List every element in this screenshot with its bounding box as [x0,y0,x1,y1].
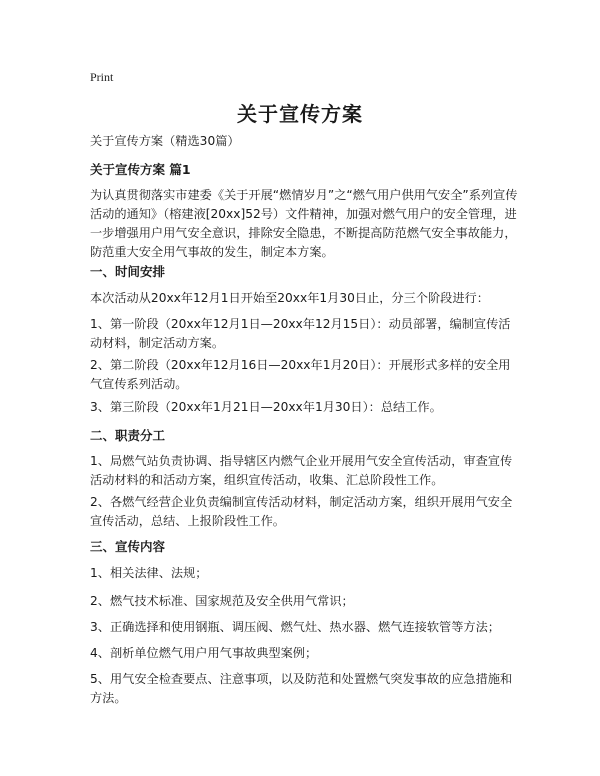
content-item-4: 4、剖析单位燃气用户用气事故典型案例； [90,646,318,660]
content-item-3: 3、正确选择和使用钢瓶、调压阀、燃气灶、热水器、燃气连接软管等方法； [90,620,500,634]
duty-item-2: 2、各燃气经营企业负责编制宣传活动材料，制定活动方案，组织开展用气安全宣传活动，总结、上报阶段性工作。 [90,495,513,528]
content-item-5: 5、用气安全检查要点、注意事项，以及防范和处置燃气突发事故的应急措施和方法。 [90,672,513,705]
section-heading-content: 三、宣传内容 [90,539,166,554]
time-overview: 本次活动从20xx年12月1日开始至20xx年1月30日止，分三个阶段进行： [90,291,489,305]
content-item-2: 2、燃气技术标准、国家规范及安全供用气常识； [90,594,354,608]
section-heading-time: 一、时间安排 [90,264,166,279]
duty-item-1: 1、局燃气站负责协调、指导辖区内燃气企业开展用气安全宣传活动，审查宣传活动材料的和活动方案，组织宣传活动，收集、汇总阶段性工作。 [90,454,513,487]
piece-heading: 关于宣传方案 篇1 [90,162,191,177]
document-subtitle: 关于宣传方案（精选30篇） [90,134,240,148]
page-title: 关于宣传方案 [237,102,363,126]
time-stage-2: 2、第二阶段（20xx年12月16日—20xx年1月20日）：开展形式多样的安全用气宣传系列活动。 [90,358,511,391]
time-stage-3: 3、第三阶段（20xx年1月21日—20xx年1月30日）：总结工作。 [90,400,442,414]
content-item-1: 1、相关法律、法规； [90,566,208,580]
intro-paragraph: 为认真贯彻落实市建委《关于开展“燃情岁月”之“燃气用户供用气安全”系列宣传活动的通知》（榕建液[20xx]52号）文件精神，加强对燃气用户的安全管理，进一步增强用户用气安全意识，排除安全隐患，不断提高防范燃气安全事故能力，防范重大安全用气事故的发生，制定本方案。 [90,188,518,259]
print-link[interactable]: Print [90,70,114,84]
section-heading-duty: 二、职责分工 [90,428,166,443]
time-stage-1: 1、第一阶段（20xx年12月1日—20xx年12月15日）：动员部署，编制宣传活动材料，制定活动方案。 [90,317,511,350]
